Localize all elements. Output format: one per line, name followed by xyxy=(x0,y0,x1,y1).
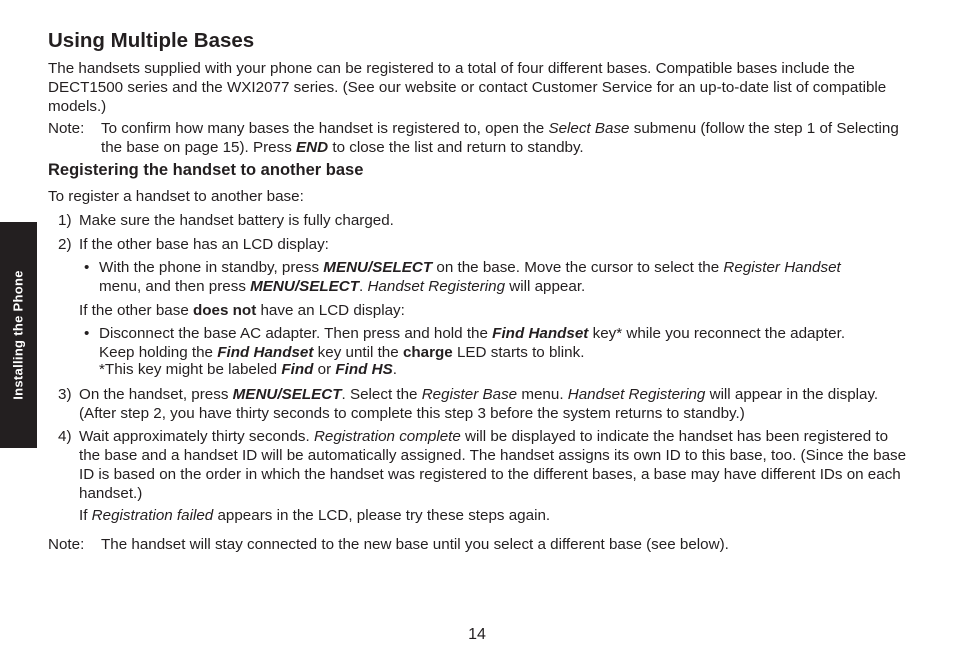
bullet-mark: • xyxy=(84,325,90,342)
step-text: Wait approximately thirty seconds. Registration complete will be displayed to indicate the handset has been registered to the base and a handset ID will be automatically assigned. The handset assigns its own ID to this base, too. (Since the base ID is based on the order in which the handset was registered to the different bases, a base may have different IDs on each handset.) xyxy=(79,428,907,502)
step-number: 3) xyxy=(58,386,72,403)
bullet-mark: • xyxy=(84,259,90,276)
side-tab-label: Installing the Phone xyxy=(10,270,26,400)
bullet-text: With the phone in standby, press MENU/SELECT on the base. Move the cursor to select the Register Handset menu, and then press MENU/SELECT. Handset Registering will appear. xyxy=(99,259,841,295)
page-number: 14 xyxy=(468,626,486,643)
step-number: 4) xyxy=(58,428,72,445)
intro-paragraph: The handsets supplied with your phone can be registered to a total of four different bases. Compatible bases include the DECT1500 series and the WXI2077 series. (See our website or contact Customer Service for an up-to-date list of compatible models.) xyxy=(48,60,887,115)
step-number: 1) xyxy=(58,212,72,229)
section-subtitle: Registering the handset to another base xyxy=(48,161,364,179)
step-text: On the handset, press MENU/SELECT. Select the Register Base menu. Handset Registering will appear in the display. (After step 2, you have thirty seconds to complete this step 3 before the system returns to standby.) xyxy=(79,386,879,422)
note-label: Note: xyxy=(48,536,85,553)
step-number: 2) xyxy=(58,236,72,253)
step-text: If the other base has an LCD display: xyxy=(79,236,329,253)
note-label: Note: xyxy=(48,120,85,137)
page-title: Using Multiple Bases xyxy=(48,29,255,52)
note-text: The handset will stay connected to the new base until you select a different base (see below). xyxy=(101,536,729,553)
alt-condition-text: If the other base does not have an LCD display: xyxy=(79,302,405,319)
note-text: To confirm how many bases the handset is registered to, open the Select Base submenu (follow the step 1 of Selecting the base on page 15). Press END to close the list and return to standby. xyxy=(101,120,899,156)
lead-text: To register a handset to another base: xyxy=(48,188,304,205)
step-text: Make sure the handset battery is fully charged. xyxy=(79,212,394,229)
bullet-text: Disconnect the base AC adapter. Then press and hold the Find Handset key* while you reconnect the adapter. Keep holding the Find Handset key until the charge LED starts to blink. xyxy=(99,325,846,361)
step-followup-text: If Registration failed appears in the LCD, please try these steps again. xyxy=(79,507,551,524)
section-side-tab xyxy=(0,222,37,448)
footnote-text: *This key might be labeled Find or Find HS. xyxy=(99,361,397,378)
